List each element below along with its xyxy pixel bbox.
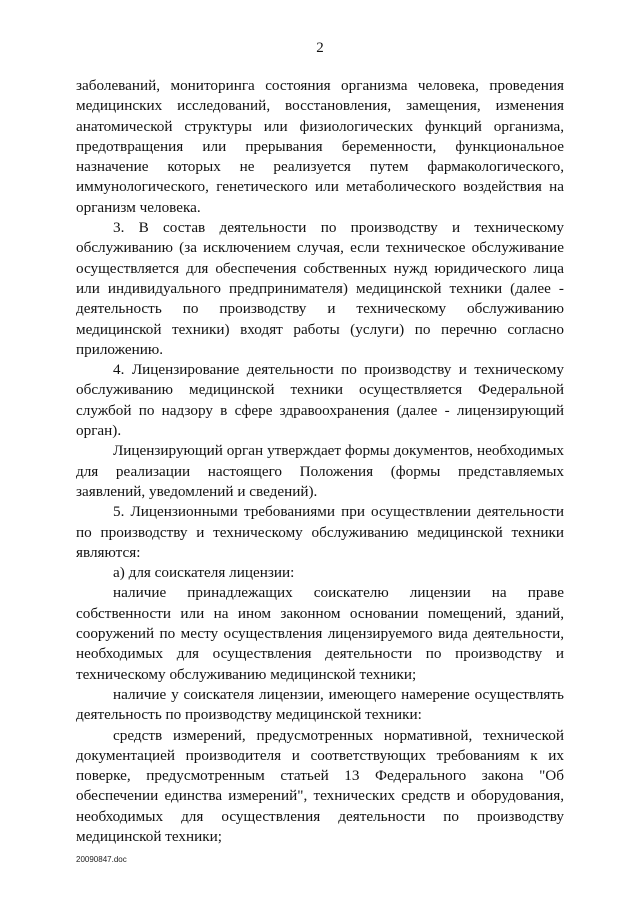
paragraph-licensing-forms: Лицензирующий орган утверждает формы документов, необходимых для реализации настоящего Положения (формы представляемых заявлений, уведомлений и сведений).: [76, 442, 564, 500]
paragraph-continuation: заболеваний, мониторинга состояния организма человека, проведения медицинских исследований, восстановления, замещения, изменения анатомической структуры или физиологических функций организма, предотвращения или прерывания беременности, функциональное назначение которых не реализуется путем фармакологического, иммунологического, генетического или метаболического воздействия на организм человека.: [76, 77, 564, 216]
document-body: [76, 76, 564, 847]
paragraph-premises-requirement: наличие принадлежащих соискателю лицензии на праве собственности или на ином законном основании помещений, зданий, сооружений по месту осуществления лицензируемого вида деятельности, необходимых для осуществления деятельности по производству и техническому обслуживанию медицинской техники;: [76, 584, 564, 683]
file-name-footer: 20090847.doc: [76, 855, 127, 864]
paragraph-item-3: 3. В состав деятельности по производству и техническому обслуживанию (за исключением случая, если техническое обслуживание осуществляется для обеспечения собственных нужд юридического лица или индивидуального предпринимателя) медицинской техники (далее - деятельность по производству и техническому обслуживанию медицинской техники) входят работы (услуги) по перечню согласно приложению.: [76, 219, 564, 358]
paragraph-measurement-tools: средств измерений, предусмотренных нормативной, технической документацией производителя и соответствующих требованиям к их поверке, предусмотренным статьей 13 Федерального закона "Об обеспечении единства измерений", технических средств и оборудования, необходимых для осуществления деятельности по производству медицинской техники;: [76, 726, 564, 845]
paragraph-item-5: 5. Лицензионными требованиями при осуществлении деятельности по производству и техническому обслуживанию медицинской техники являются:: [76, 503, 564, 561]
paragraph-subitem-a: а) для соискателя лицензии:: [113, 564, 295, 582]
page-number: 2: [316, 40, 324, 56]
paragraph-production-intent: наличие у соискателя лицензии, имеющего намерение осуществлять деятельность по производству медицинской техники:: [76, 685, 564, 724]
paragraph-item-4: 4. Лицензирование деятельности по производству и техническому обслуживанию медицинской техники осуществляется Федеральной службой по надзору в сфере здравоохранения (далее - лицензирующий орган).: [76, 361, 564, 440]
